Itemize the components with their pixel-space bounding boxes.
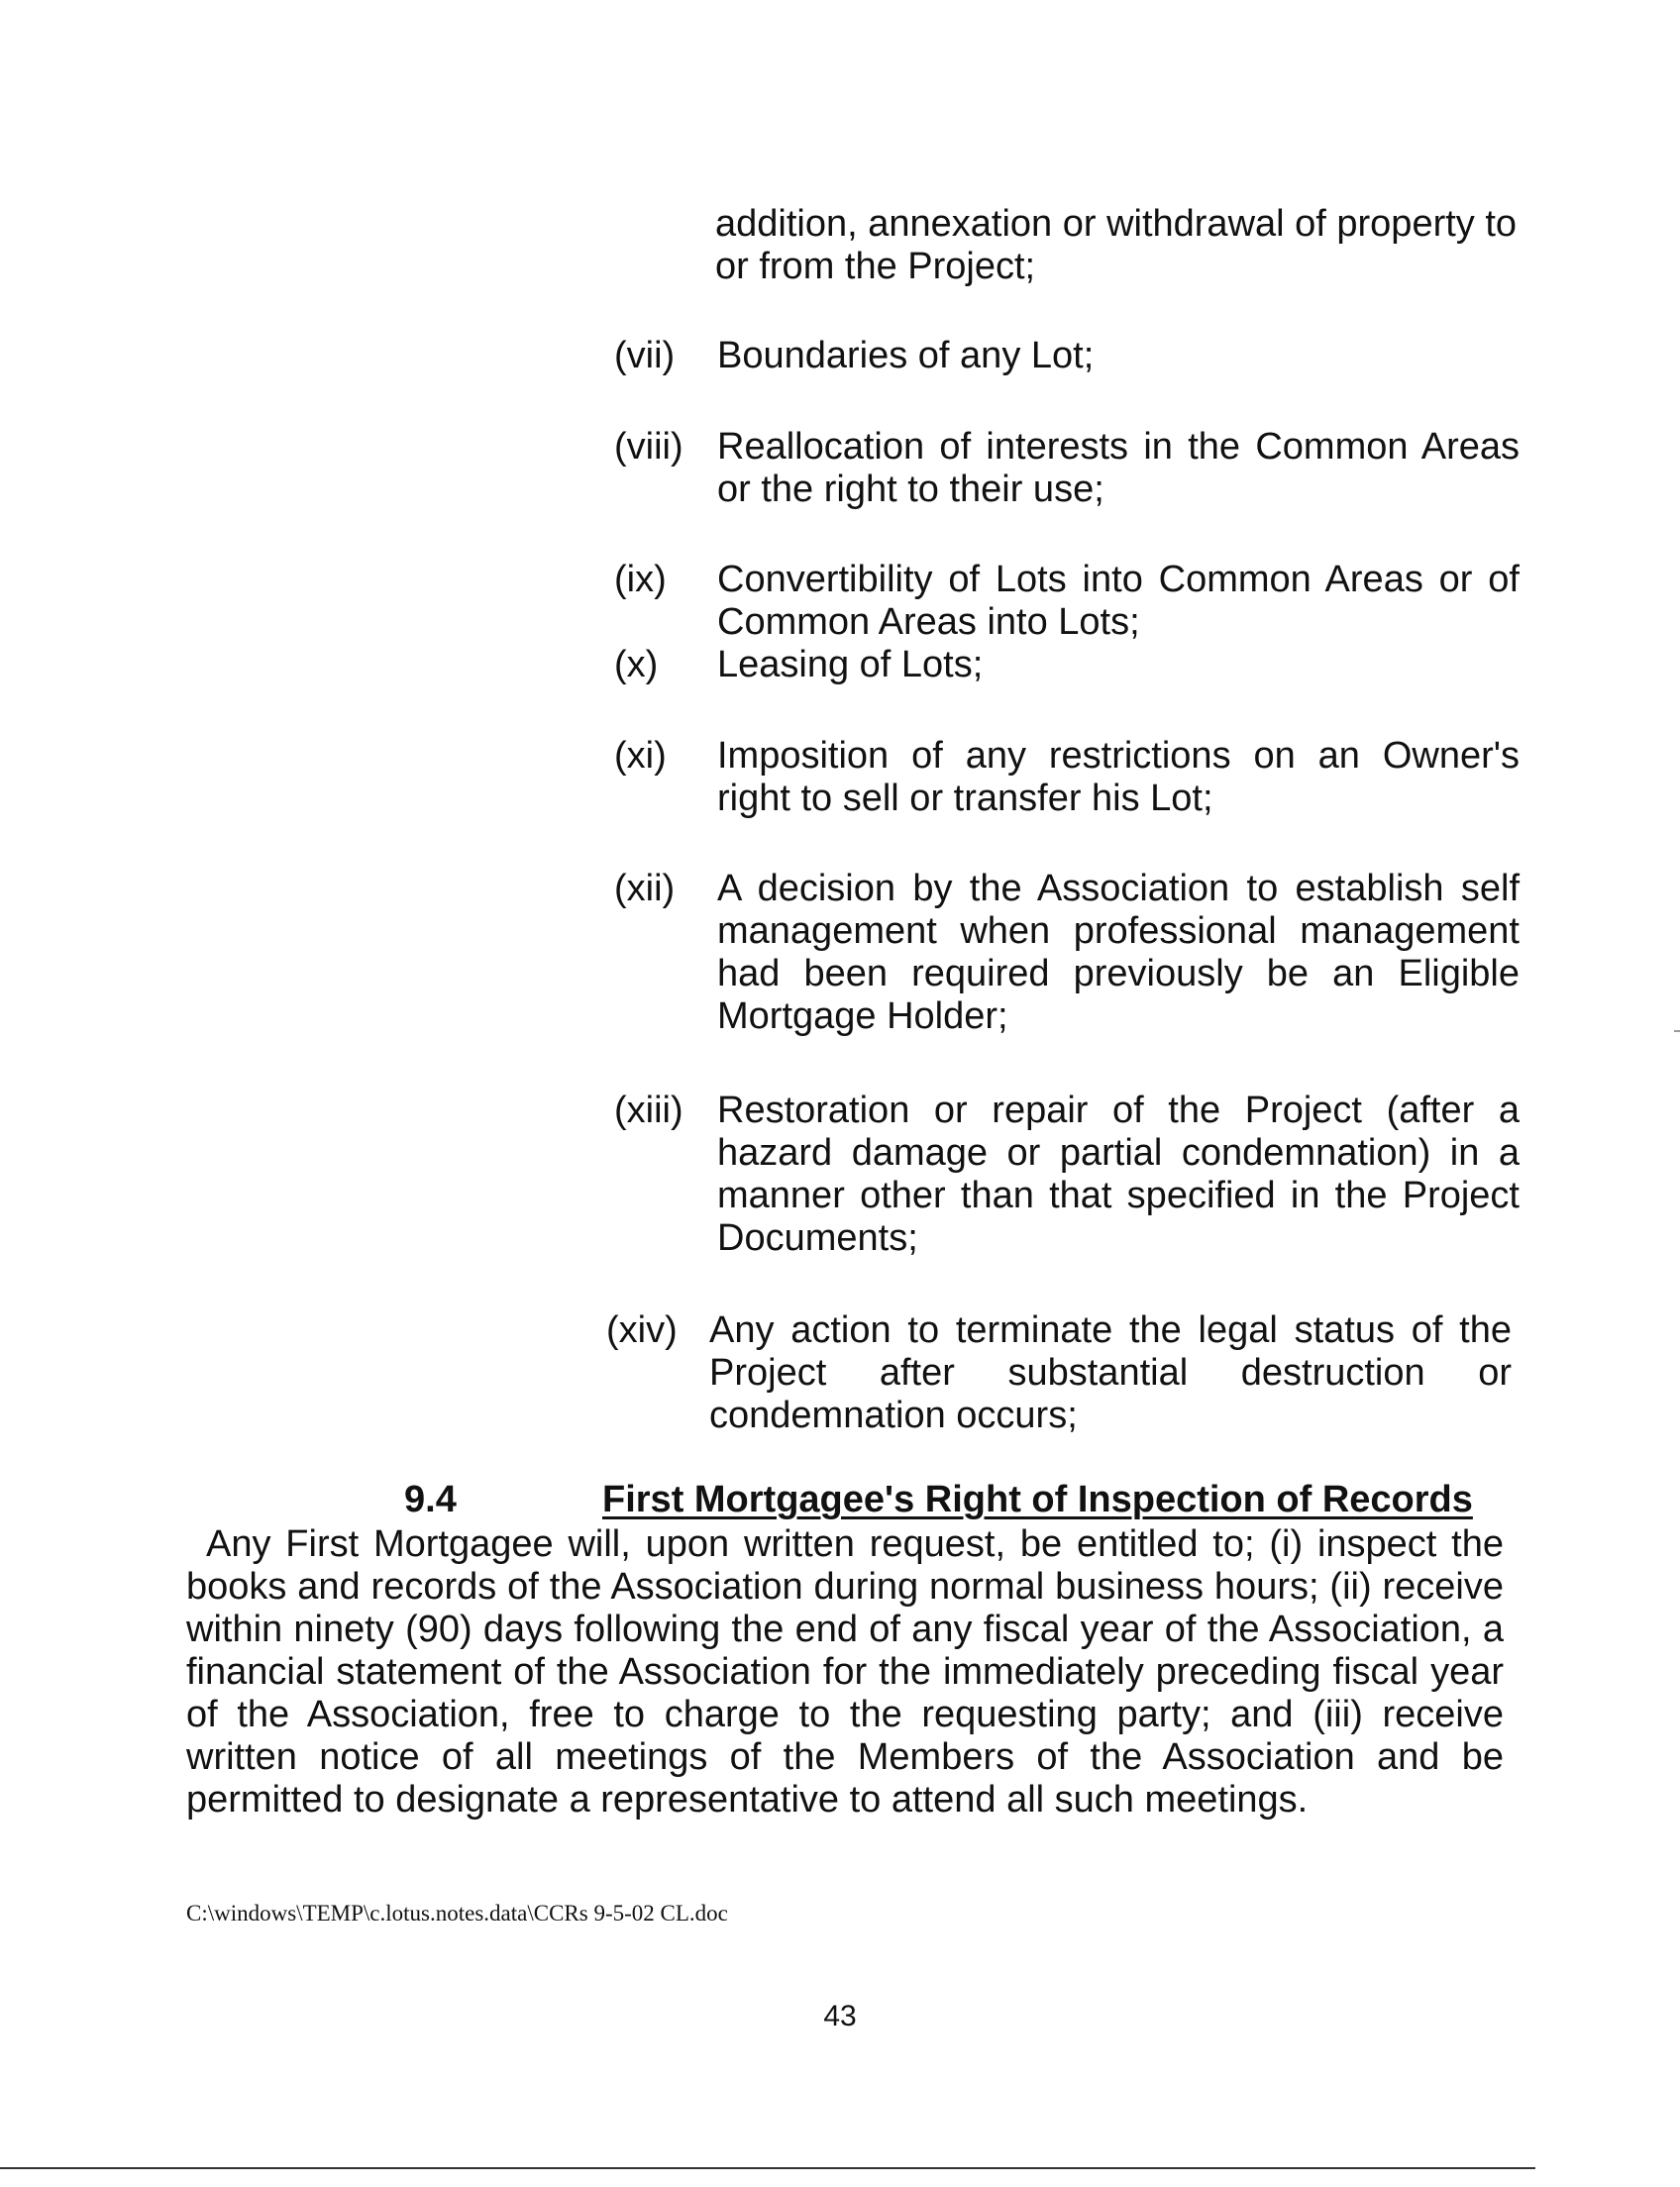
list-item-number: (xiv)	[606, 1309, 678, 1351]
list-item-text: Imposition of any restrictions on an Owner's right to sell or transfer his Lot;	[717, 735, 1520, 819]
list-item-number: (ix)	[614, 559, 667, 600]
list-item-xii	[614, 868, 1520, 1038]
list-item-x	[614, 644, 1520, 686]
list-item-number: (viii)	[614, 426, 683, 468]
list-item-number: (xii)	[614, 868, 676, 909]
list-item-text: Leasing of Lots;	[717, 644, 984, 685]
list-item-number: (xiii)	[614, 1090, 683, 1131]
list-item-xiv	[606, 1309, 1512, 1437]
page-number: 43	[823, 2000, 857, 2032]
list-item-ix	[614, 559, 1520, 644]
footer-file-path: C:\windows\TEMP\c.lotus.notes.data\CCRs 9-5-02 CL.doc	[186, 1901, 728, 1926]
list-item-xiii	[614, 1090, 1520, 1260]
edge-scan-mark	[1674, 1030, 1680, 1032]
list-item-vii	[614, 335, 1520, 377]
list-item-text: Restoration or repair of the Project (after a hazard damage or partial condemnation) in a manner other than that specified in the Project Documents;	[717, 1090, 1520, 1259]
section-title: First Mortgagee's Right of Inspection of Records	[602, 1479, 1473, 1520]
list-item-viii	[614, 426, 1520, 511]
list-item-text: Boundaries of any Lot;	[717, 335, 1095, 376]
section-number: 9.4	[404, 1479, 457, 1520]
bottom-scan-line	[0, 2167, 1535, 2169]
list-item-text: A decision by the Association to establish self management when professional management had been required previously be an Eligible Mortgage Holder;	[717, 868, 1520, 1037]
list-item-number: (xi)	[614, 735, 667, 777]
list-item-text: Any action to terminate the legal status of the Project after substantial destruction or condemnation occurs;	[709, 1309, 1512, 1436]
continuation-paragraph: addition, annexation or withdrawal of property to or from the Project;	[715, 203, 1518, 287]
list-item-text: Reallocation of interests in the Common Areas or the right to their use;	[717, 426, 1520, 510]
section-body-paragraph: Any First Mortgagee will, upon written request, be entitled to; (i) inspect the books and records of the Association during normal business hours; (ii) receive within ninety (90) days following the end of any fiscal year of the Association, a financial statement of the Association for the immediately preceding fiscal year of the Association, free to charge to the requesting party; and (iii) receive written notice of all meetings of the Members of the Association and be permitted to designate a representative to attend all such meetings.	[186, 1523, 1504, 1821]
list-item-xi	[614, 735, 1520, 820]
list-item-text: Convertibility of Lots into Common Areas or of Common Areas into Lots;	[717, 559, 1520, 643]
list-item-number: (vii)	[614, 335, 676, 376]
list-item-number: (x)	[614, 644, 659, 685]
